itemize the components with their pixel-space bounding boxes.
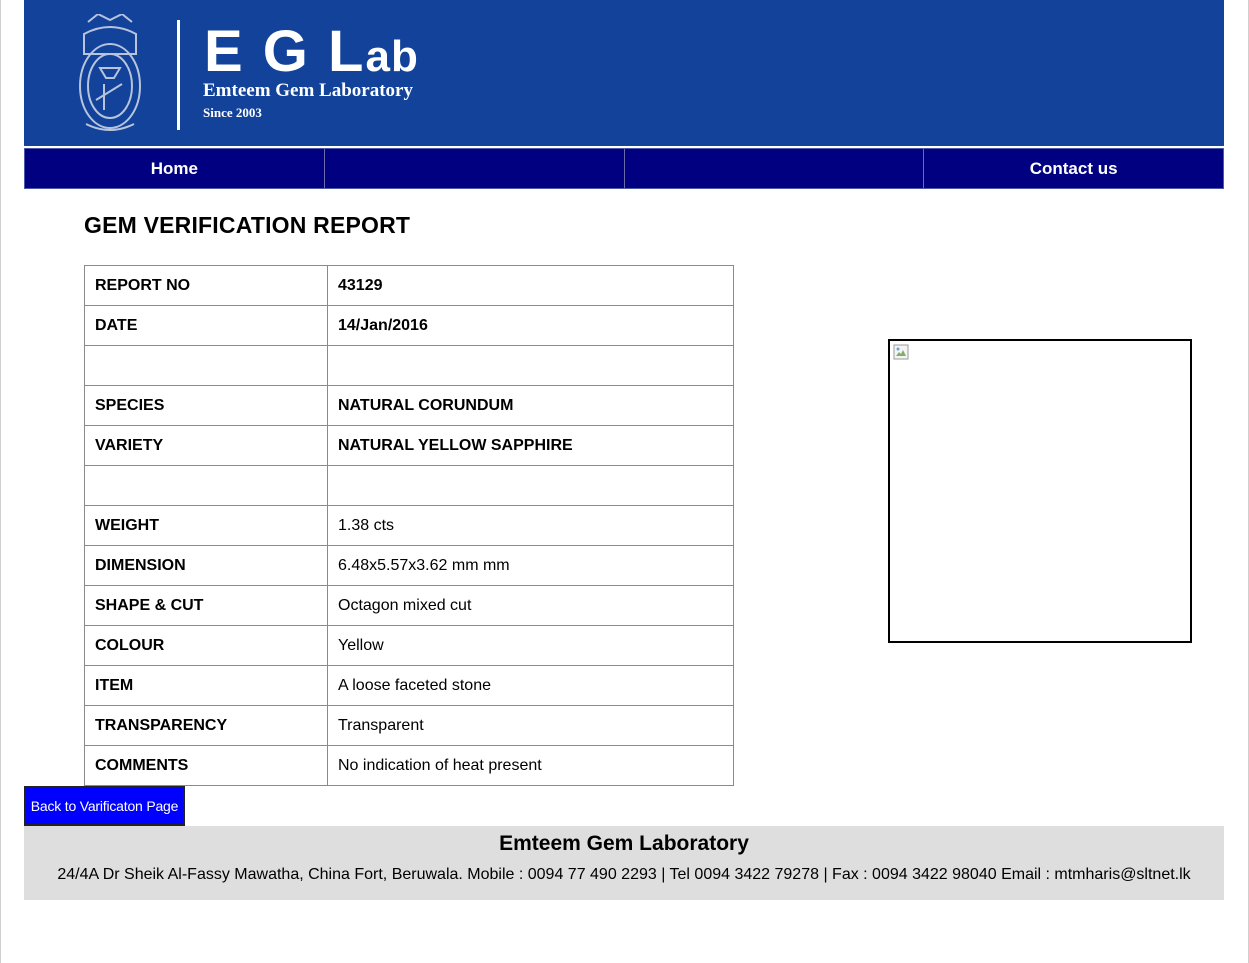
main-nav: [24, 148, 1224, 189]
table-row: [85, 346, 734, 386]
row-value: [328, 466, 734, 506]
table-row: [85, 546, 734, 586]
table-row: [85, 386, 734, 426]
nav-item-blank-1[interactable]: [325, 149, 625, 188]
gem-photo: [888, 339, 1192, 643]
table-row: [85, 426, 734, 466]
row-value: A loose faceted stone: [328, 666, 734, 706]
row-value: 14/Jan/2016: [328, 306, 734, 346]
table-row: [85, 466, 734, 506]
row-label: REPORT NO: [85, 266, 328, 306]
back-to-verification-button[interactable]: Back to Varificaton Page: [24, 786, 185, 826]
row-value: Transparent: [328, 706, 734, 746]
broken-image-icon: [893, 344, 909, 360]
row-value: NATURAL YELLOW SAPPHIRE: [328, 426, 734, 466]
table-row: [85, 306, 734, 346]
row-label: ITEM: [85, 666, 328, 706]
row-value: 6.48x5.57x3.62 mm mm: [328, 546, 734, 586]
row-label: SPECIES: [85, 386, 328, 426]
row-value: 1.38 cts: [328, 506, 734, 546]
row-value: 43129: [328, 266, 734, 306]
logo-title: E G Lab: [204, 19, 419, 84]
lab-seal-logo: [74, 14, 146, 136]
nav-contact-us[interactable]: Contact us: [1029, 158, 1118, 178]
footer-company-name: Emteem Gem Laboratory: [499, 832, 749, 855]
logo-since: Since 2003: [203, 105, 262, 120]
row-label: WEIGHT: [85, 506, 328, 546]
row-label: [85, 466, 328, 506]
table-row: [85, 706, 734, 746]
site-header: [24, 0, 1224, 146]
logo-divider: [177, 20, 180, 130]
row-label: VARIETY: [85, 426, 328, 466]
footer-address: 24/4A Dr Sheik Al-Fassy Mawatha, China Fort, Beruwala. Mobile : 0094 77 490 2293 | Tel 0094 3422 79278 | Fax : 0094 3422 98040 Email : mtmharis@sltnet.lk: [57, 866, 1191, 883]
site-footer: [24, 826, 1224, 900]
row-value: [328, 346, 734, 386]
table-row: [85, 266, 734, 306]
row-label: TRANSPARENCY: [85, 706, 328, 746]
row-value: NATURAL CORUNDUM: [328, 386, 734, 426]
row-label: DIMENSION: [85, 546, 328, 586]
nav-home[interactable]: Home: [25, 149, 325, 188]
row-label: [85, 346, 328, 386]
nav-item-blank-2[interactable]: [625, 149, 925, 188]
logo-subtitle: Emteem Gem Laboratory: [203, 80, 413, 101]
row-label: COMMENTS: [85, 746, 328, 786]
table-row: [85, 746, 734, 786]
table-row: [85, 666, 734, 706]
page-title: GEM VERIFICATION REPORT: [84, 212, 411, 238]
row-value: No indication of heat present: [328, 746, 734, 786]
row-label: DATE: [85, 306, 328, 346]
row-value: Octagon mixed cut: [328, 586, 734, 626]
row-label: COLOUR: [85, 626, 328, 666]
table-row: [85, 506, 734, 546]
table-row: [85, 626, 734, 666]
report-table: [84, 265, 734, 786]
table-row: [85, 586, 734, 626]
row-value: Yellow: [328, 626, 734, 666]
row-label: SHAPE & CUT: [85, 586, 328, 626]
